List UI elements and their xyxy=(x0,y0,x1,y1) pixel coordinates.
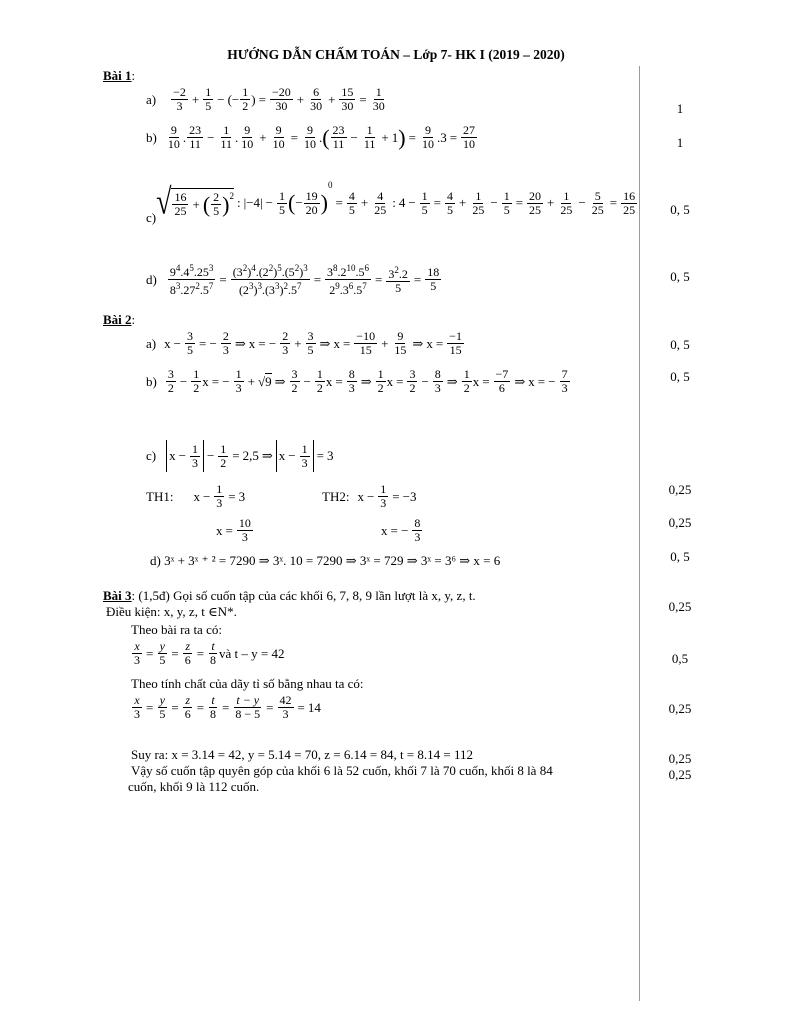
bai3-ratio-equation: $\frac{x}{3}$ = $\frac{y}{5}$ = $\frac{z}{6}$ = $\frac{t}{8}$ và t – y = 42 xyxy=(134,639,285,667)
bai3-conclusion-line1: Vậy số cuốn tập quyên góp của khối 6 là 52 cuốn, khối 7 là 70 cuốn, khối 8 là 84 xyxy=(131,763,553,778)
bai3-conclusion-line2: cuốn, khối 9 là 112 cuốn. xyxy=(128,779,260,794)
bai1-d-equation: d) $\frac{9^4.4^5.25^3}{8^3.27^2.5^7}$ = $\frac{(3^2)^4.(2^2)^5.(5^2)^3}{(2^3)^3.(3^3)^2.5^7}$ = $\frac{3^8.2^{10}.5^6}{2^9.3^6.5^7}$ = $\frac{3^2.2}{5}$ = $\frac{18}{5}$ xyxy=(146,263,440,297)
bai2-c-equation: c) x − $\frac{1}{3}$ − $\frac{1}{2}$ = 2,5 ⇒ x − $\frac{1}{3}$ = 3 xyxy=(146,440,333,472)
bai3-intro: Bài 3: (1,5đ) Gọi số cuốn tập của các khối 6, 7, 8, 9 lần lượt là x, y, z, t. xyxy=(103,588,476,603)
bai2-th1: TH1: x − $\frac{1}{3}$ = 3 xyxy=(146,482,246,510)
bai2-b-equation: b) 3 2 − $\frac{1}{2}$ x = − $\frac{1}{3}$ + √ 9 ⇒ 3 2 − $\frac{1}{2}$ x = $\frac{8}{3}$ ⇒ $\frac{1}{2}$ x = $\frac{3}{2}$ − $\frac{8}{3}$ ⇒ $\frac{1}{2}$ x = $\frac{-7}{6}$ ⇒ x = − $\frac{7}{3}$ xyxy=(146,367,568,395)
bai1-d-score: 0, 5 xyxy=(670,269,690,284)
bai3-concl-score: 0,25 xyxy=(668,767,692,782)
bai2-th-score: 0,25 xyxy=(668,482,692,497)
bai1-a-equation: a) −2 3 + $\frac{1}{5}$ − (− $\frac{1}{2}$ ) = $\frac{-20}{30}$ + $\frac{6}{30}$ + $\frac{15}{30}$ = $\frac{1}{30}$ xyxy=(146,85,385,113)
bai2-th2: TH2: x − $\frac{1}{3}$ = −3 xyxy=(322,482,417,510)
bai1-a-score: 1 xyxy=(676,101,684,116)
bai1-c-equation: c) √ 16 25 + ( 2 5 ) $^2$ : |−4| − $\frac{1}{5}$ ( − 19 20 ) 0 = $\frac{4}{5}$ + $\frac{4}{25}$ : 4 − $\frac{1}{5}$ = $\frac{4}{5}$ + $\frac{1}{25}$ − $\frac{1}{5}$ = $\frac{20}{25}$ + $\frac{1}{25}$ − $\frac{5}{25}$ = $\frac{16}{25}$ xyxy=(146,180,636,225)
bai3-suy-score: 0,25 xyxy=(668,751,692,766)
bai1-heading: Bài 1: xyxy=(103,68,136,83)
bai3-tinh-chat: Theo tính chất của dãy tỉ số bằng nhau ta có: xyxy=(131,676,364,691)
bai2-d-equation: d) 3ˣ + 3ˣ ⁺ ² = 7290 ⇒ 3ˣ. 10 = 7290 ⇒ 3ˣ = 729 ⇒ 3ˣ = 3⁶ ⇒ x = 6 xyxy=(150,553,501,568)
bai2-d-score: 0, 5 xyxy=(670,549,690,564)
bai2-a-equation: a) x − $\frac{3}{5}$ = − $\frac{2}{3}$ ⇒ x = − $\frac{2}{3}$ + $\frac{3}{5}$ ⇒ x = $\frac{-10}{15}$ + $\frac{9}{15}$ ⇒ x = $\frac{-1}{15}$ xyxy=(146,329,462,357)
bai3-theo-bai: Theo bài ra ta có: xyxy=(131,622,222,637)
bai3-condition: Điều kiện: x, y, z, t ∈N*. xyxy=(106,604,237,619)
bai1-b-equation: b) 9 10 . 23 11 − $\frac{1}{11}$ . 9 10 + $\frac{9}{10}$ = $\frac{9}{10}$ . ( 23 11 − $\frac{1}{11}$ + 1 ) = $\frac{9}{10}$ .3 = $\frac{27}{10}$ xyxy=(146,123,476,151)
margin-divider-line xyxy=(639,66,640,1001)
bai3-ratio-score: 0,5 xyxy=(671,651,689,666)
bai3-prop-equation: $\frac{x}{3}$ = $\frac{y}{5}$ = $\frac{z}{6}$ = $\frac{t}{8}$ = $\frac{t - y}{8 - 5}$ = $\frac{42}{3}$ = 14 xyxy=(134,693,321,721)
bai3-cond-score: 0,25 xyxy=(668,599,692,614)
bai3-prop-score: 0,25 xyxy=(668,701,692,716)
bai1-c-score: 0, 5 xyxy=(670,202,690,217)
bai2-x-score: 0,25 xyxy=(668,515,692,530)
bai2-b-score: 0, 5 xyxy=(670,369,690,384)
bai2-a-score: 0, 5 xyxy=(670,337,690,352)
page-title: HƯỚNG DẪN CHẤM TOÁN – Lớp 7- HK I (2019 – 2020) xyxy=(227,47,565,62)
bai3-suy-ra: Suy ra: x = 3.14 = 42, y = 5.14 = 70, z = 6.14 = 84, t = 8.14 = 112 xyxy=(131,747,473,762)
bai2-th1-result: x = $\frac{10}{3}$ xyxy=(216,516,251,544)
bai2-th2-result: x = − $\frac{8}{3}$ xyxy=(381,516,421,544)
bai1-b-score: 1 xyxy=(676,135,684,150)
bai2-heading: Bài 2: xyxy=(103,312,136,327)
